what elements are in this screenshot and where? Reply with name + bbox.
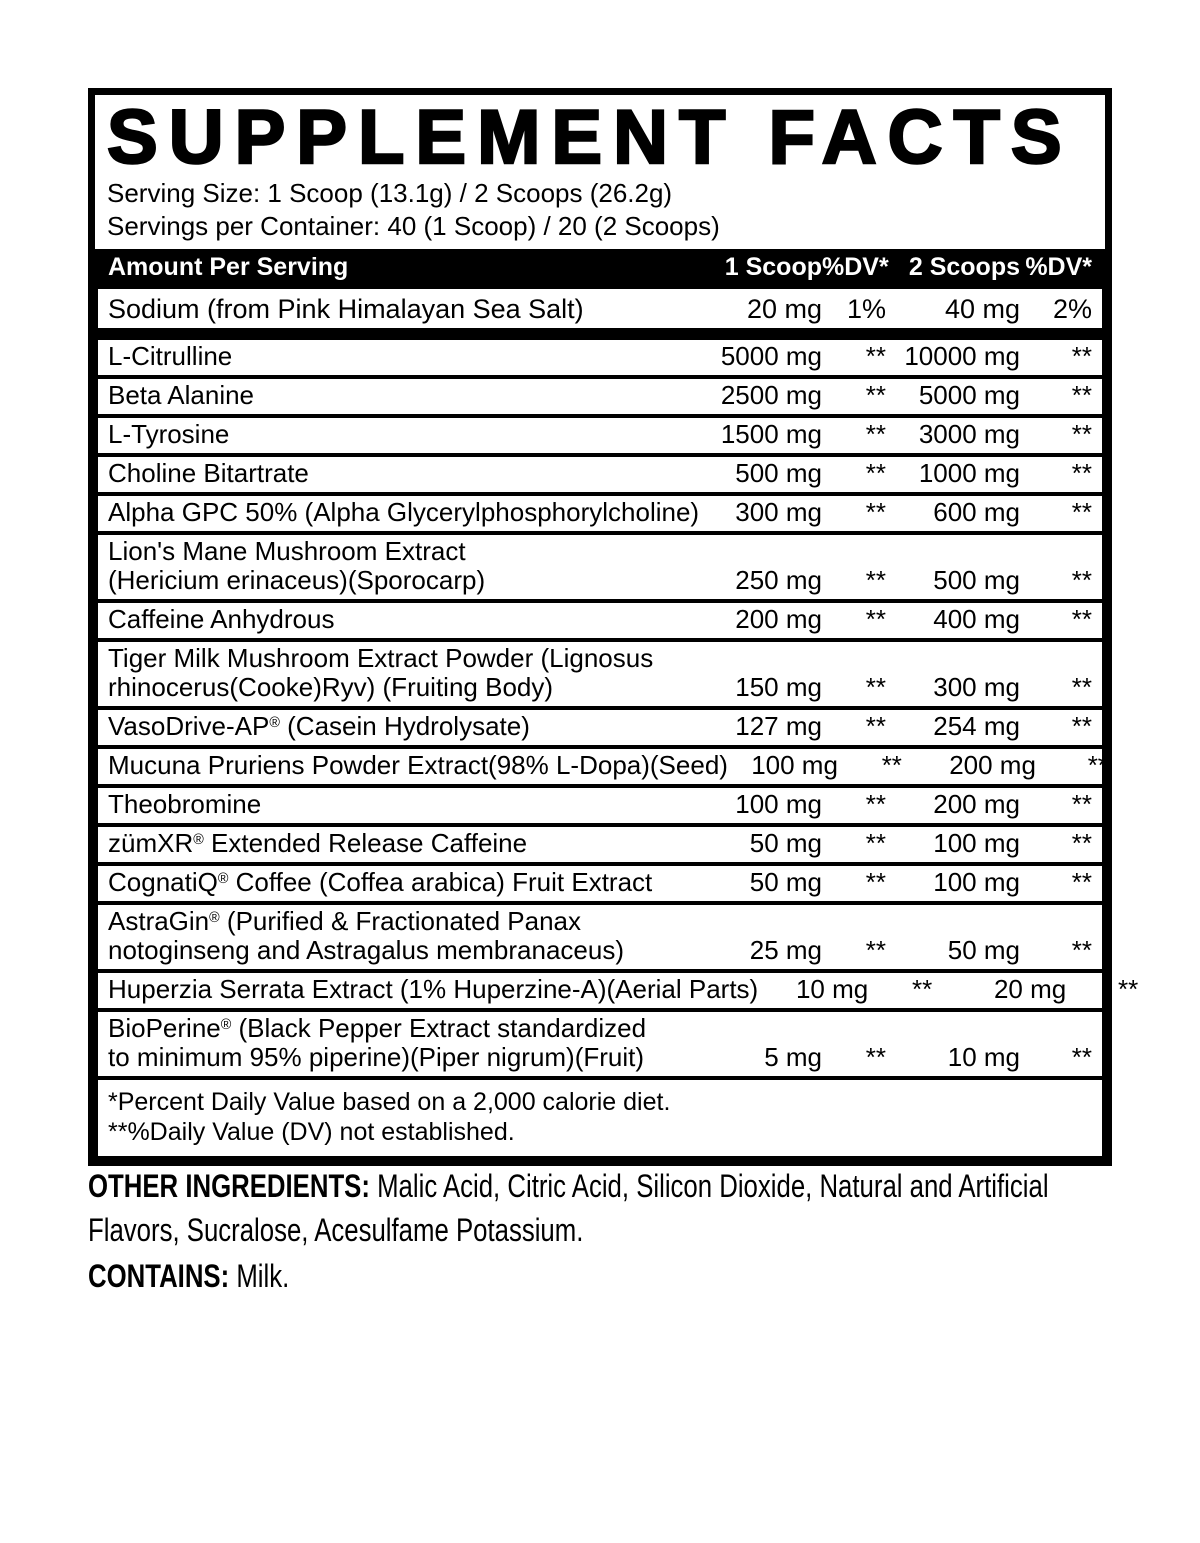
- amount-2-scoops: 100 mg: [933, 867, 1020, 897]
- dv-1-scoop: **: [865, 419, 886, 449]
- facts-table: [95, 249, 1139, 1159]
- ingredient-row: [98, 866, 1102, 901]
- amount-1-scoop: 20 mg: [746, 294, 822, 324]
- ingredient-name: Choline Bitartrate: [108, 458, 309, 488]
- ingredient-row: [98, 496, 1102, 531]
- amount-1-scoop: 10 mg: [795, 974, 869, 1004]
- amount-1-scoop: 5000 mg: [720, 341, 822, 371]
- dv-2-scoops: **: [1071, 380, 1092, 410]
- ingredient-name: Theobromine: [108, 789, 262, 819]
- dv-2-scoops: **: [1071, 497, 1092, 527]
- amount-1-scoop: 100 mg: [751, 750, 838, 780]
- column-header-dv1: %DV*: [822, 253, 889, 281]
- ingredient-name: L-Tyrosine: [108, 419, 230, 449]
- contains-label: CONTAINS:: [88, 1258, 230, 1294]
- ingredient-row: [98, 603, 1102, 638]
- dv-1-scoop: **: [865, 672, 886, 702]
- dv-2-scoops: **: [1071, 565, 1092, 595]
- amount-1-scoop: 150 mg: [735, 672, 822, 702]
- amount-1-scoop: 500 mg: [735, 458, 822, 488]
- ingredient-name: AstraGin® (Purified & Fractionated Panax notoginseng and Astragalus membranaceus): [108, 906, 624, 965]
- dv-1-scoop: **: [865, 1042, 886, 1072]
- amount-1-scoop: 100 mg: [735, 789, 822, 819]
- supplement-facts-panel: [88, 88, 1139, 1166]
- amount-2-scoops: 3000 mg: [918, 419, 1020, 449]
- amount-1-scoop: 50 mg: [749, 828, 822, 858]
- ingredient-row: [98, 379, 1102, 414]
- ingredient-name: Beta Alanine: [108, 380, 255, 410]
- ingredient-row: [98, 1012, 1102, 1076]
- contains-text: Milk.: [229, 1258, 290, 1294]
- dv-2-scoops: **: [1071, 419, 1092, 449]
- dv-2-scoops: **: [1071, 604, 1092, 634]
- footnote-percent-dv: *Percent Daily Value based on a 2,000 calorie diet.: [108, 1088, 671, 1116]
- ingredient-row: [98, 535, 1102, 599]
- ingredient-name: Sodium (from Pink Himalayan Sea Salt): [108, 294, 584, 324]
- ingredient-row: [98, 457, 1102, 492]
- amount-1-scoop: 2500 mg: [720, 380, 822, 410]
- amount-2-scoops: 400 mg: [933, 604, 1020, 634]
- amount-2-scoops: 500 mg: [933, 565, 1020, 595]
- amount-1-scoop: 1500 mg: [720, 419, 822, 449]
- dv-2-scoops: **: [1071, 672, 1092, 702]
- ingredient-row: [98, 905, 1102, 969]
- ingredient-name: Alpha GPC 50% (Alpha Glycerylphosphorylcholine): [108, 497, 700, 527]
- amount-2-scoops: 10 mg: [947, 1042, 1020, 1072]
- dv-2-scoops: **: [1071, 711, 1092, 741]
- dv-1-scoop: **: [865, 604, 886, 634]
- other-ingredients: [88, 1164, 1112, 1252]
- column-header-amount-per-serving: Amount Per Serving: [108, 253, 349, 281]
- column-header-2-scoops: 2 Scoops: [908, 253, 1020, 281]
- dv-2-scoops: **: [1071, 458, 1092, 488]
- facts-title: SUPPLEMENT FACTS: [107, 95, 1073, 180]
- dv-2-scoops: **: [1071, 1042, 1092, 1072]
- dv-1-scoop: **: [865, 458, 886, 488]
- ingredient-row: [98, 710, 1102, 745]
- dv-1-scoop: **: [865, 565, 886, 595]
- ingredient-name: Caffeine Anhydrous: [108, 604, 335, 634]
- dv-1-scoop: **: [865, 711, 886, 741]
- amount-2-scoops: 5000 mg: [918, 380, 1020, 410]
- dv-1-scoop: **: [865, 380, 886, 410]
- amount-2-scoops: 300 mg: [933, 672, 1020, 702]
- amount-2-scoops: 20 mg: [993, 974, 1067, 1004]
- dv-2-scoops: **: [1071, 828, 1092, 858]
- amount-2-scoops: 10000 mg: [904, 341, 1020, 371]
- dv-1-scoop: **: [911, 974, 933, 1004]
- footnotes: [98, 1080, 1102, 1156]
- ingredient-row: [98, 973, 1139, 1008]
- ingredient-name: VasoDrive-AP® (Casein Hydrolysate): [108, 711, 530, 741]
- ingredient-name: CognatiQ® Coffee (Coffea arabica) Fruit Extract: [108, 867, 653, 897]
- other-ingredients-text: Malic Acid, Citric Acid, Silicon Dioxide, Natural and Artificial Flavors, Sucralose, Acesulfame Potassium.: [88, 1168, 1049, 1248]
- column-header-1-scoop: 1 Scoop: [724, 253, 822, 281]
- amount-1-scoop: 300 mg: [735, 497, 822, 527]
- amount-2-scoops: 40 mg: [944, 294, 1020, 324]
- amount-2-scoops: 1000 mg: [918, 458, 1020, 488]
- dv-1-scoop: **: [865, 341, 886, 371]
- ingredient-name: Huperzia Serrata Extract (1% Huperzine-A)(Aerial Parts): [108, 974, 759, 1004]
- amount-2-scoops: 100 mg: [933, 828, 1020, 858]
- dv-1-scoop: 1%: [846, 294, 886, 324]
- dv-2-scoops: **: [1071, 867, 1092, 897]
- serving-size: Serving Size: 1 Scoop (13.1g) / 2 Scoops (26.2g): [107, 178, 673, 208]
- ingredient-name: Tiger Milk Mushroom Extract Powder (Lignosus rhinocerus(Cooke)Ryv) (Fruiting Body): [108, 643, 654, 702]
- column-header-dv2: %DV*: [1025, 253, 1092, 281]
- ingredient-row: [98, 749, 1108, 784]
- dv-1-scoop: **: [865, 828, 886, 858]
- ingredient-row: [98, 340, 1102, 375]
- amount-2-scoops: 254 mg: [933, 711, 1020, 741]
- footnote-dv-not-established: **%Daily Value (DV) not established.: [108, 1118, 515, 1146]
- ingredient-row: [98, 827, 1102, 862]
- ingredient-row: [98, 642, 1102, 706]
- contains-statement: [88, 1254, 1112, 1298]
- amount-2-scoops: 200 mg: [949, 750, 1036, 780]
- facts-header-row: [98, 249, 1102, 285]
- other-ingredients-label: OTHER INGREDIENTS:: [88, 1168, 370, 1204]
- ingredient-name: L-Citrulline: [108, 341, 233, 371]
- ingredient-name: zümXR® Extended Release Caffeine: [108, 828, 528, 858]
- amount-1-scoop: 50 mg: [749, 867, 822, 897]
- servings-per-container: Servings per Container: 40 (1 Scoop) / 20 (2 Scoops): [107, 211, 720, 241]
- dv-1-scoop: **: [865, 867, 886, 897]
- amount-1-scoop: 250 mg: [735, 565, 822, 595]
- sodium-row: [98, 289, 1102, 328]
- ingredient-name: BioPerine® (Black Pepper Extract standardized to minimum 95% piperine)(Piper nigrum)(Fruit): [108, 1013, 647, 1072]
- ingredient-row: [98, 418, 1102, 453]
- amount-2-scoops: 200 mg: [933, 789, 1020, 819]
- ingredient-name: Mucuna Pruriens Powder Extract(98% L-Dopa)(Seed): [108, 750, 728, 780]
- dv-1-scoop: **: [865, 789, 886, 819]
- dv-2-scoops: 2%: [1052, 294, 1092, 324]
- dv-1-scoop: **: [865, 935, 886, 965]
- amount-1-scoop: 200 mg: [735, 604, 822, 634]
- dv-2-scoops: **: [1071, 789, 1092, 819]
- dv-1-scoop: **: [881, 750, 902, 780]
- dv-2-scoops: **: [1117, 974, 1139, 1004]
- dv-1-scoop: **: [865, 497, 886, 527]
- ingredient-name: Lion's Mane Mushroom Extract (Hericium erinaceus)(Sporocarp): [108, 536, 486, 595]
- amount-2-scoops: 600 mg: [933, 497, 1020, 527]
- amount-1-scoop: 127 mg: [735, 711, 822, 741]
- panel-header: [95, 95, 1105, 249]
- amount-1-scoop: 25 mg: [749, 935, 822, 965]
- amount-2-scoops: 50 mg: [947, 935, 1020, 965]
- dv-2-scoops: **: [1071, 341, 1092, 371]
- ingredient-row: [98, 788, 1102, 823]
- dv-2-scoops: **: [1087, 750, 1108, 780]
- amount-1-scoop: 5 mg: [764, 1042, 822, 1072]
- dv-2-scoops: **: [1071, 935, 1092, 965]
